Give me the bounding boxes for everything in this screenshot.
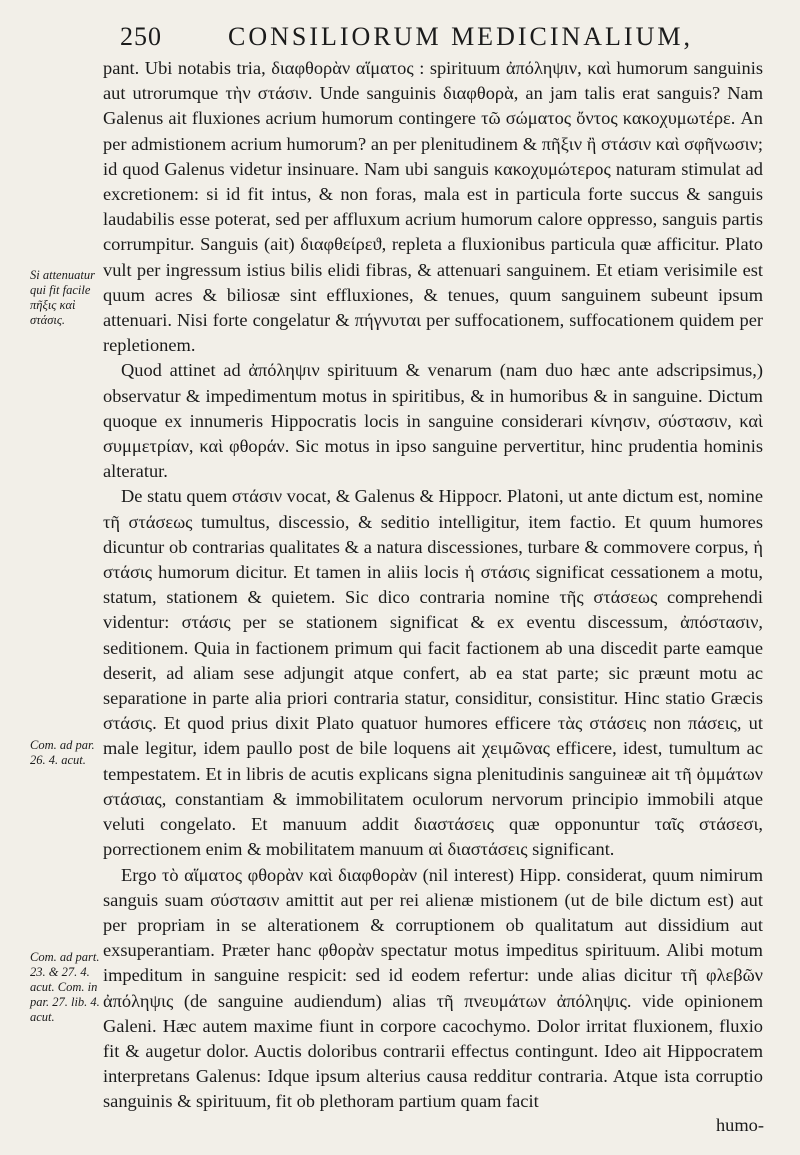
marginal-note: Com. ad part. 23. & 27. 4. acut. Com. in par. 27. lib. 4. acut. [30, 950, 100, 1024]
marginal-note: Si attenuatur qui fit facile πῆξις καὶ στάσις. [30, 268, 95, 327]
marginal-note: Com. ad par. 26. 4. acut. [30, 738, 95, 767]
paragraph: pant. Ubi notabis tria, διαφθορὰν αἵματος : spirituum ἀπόληψιν, καὶ humorum sanguinis aut utrorumque τὴν στάσιν. Unde sanguinis διαφθορὰ, an jam talis erat sanguis? Nam Galenus ait fluxiones acrium humorum contingere τῶ σώματος ὄντος κακοχυμωτέρε. An per admistionem acrium humorum? an per plenitudinem & πῆξιν ἢ στάσιν καὶ σφῆνωσιν; id quod Galenus videtur insinuare. Nam ubi sanguis κακοχυμώτερος naturam stimulat ad excretionem: si id fit intus, & non foras, mala est in particula forte succus & sanguis laudabilis esse poterat, sed per affluxum acrium humorum calore oppresso, sanguis partis corrumpitur. Sanguis (ait) διαφθείρεϑ, repleta a fluxionibus particula quæ afficitur. Plato vult per ingressum istius bilis elidi fibras, & attenuari sanguinem. Et etiam verisimile est quum acres & biliosæ sint effluxiones, & tenues, quum sanguinem subeunt ipsum attenuari. Nisi forte congelatur & πήγνυται per suffocationem, suffocationem quidem per repletionem. [103, 58, 763, 356]
catchword: humo- [715, 1115, 764, 1135]
body-text [103, 56, 763, 1115]
paragraph: Ergo τὸ αἵματος φθορὰν καὶ διαφθορὰν (nil interest) Hipp. considerat, quum nimirum sanguis suam σύστασιν amittit aut per rei alienæ mistionem (ut de bile dictum est) aut per propriam in se alterationem & corruptionem ob qualitatum aut dissidium aut exsuperantiam. Præter hanc φθορὰν spectatur motus impeditus spirituum. Alibi motum impeditum in sanguine respicit: sed id eodem refertur: unde alias dicitur τῆ φλεβῶν ἀπόληψις (de sanguine audiendum) alias τῆ πνευμάτων ἀπόληψις. vide opinionem Galeni. Hæc autem maxime fiunt in corpore cacochymo. Dolor irritat fluxionem, fluxio fit & augetur dolor. Auctis doloribus contrarii effectus contingunt. Ideo ait Hippocratem interpretans Galenus: Idque ipsum alterius causa redditur contraria. Atque ista corruptio sanguinis & spirituum, fit ob plethoram partium quam facit [103, 864, 763, 1112]
page-header [120, 22, 750, 56]
page-number: 250 [120, 22, 162, 51]
paragraph: Quod attinet ad ἀπόληψιν spirituum & venarum (nam duo hæc ante adscripsimus,) observatur & impedimentum motus in spiritibus, & in humoribus & in sanguine. Dictum quoque ex innumeris Hippocratis locis in sanguine considerari κίνησιν, σύστασιν, καὶ συμμετρίαν, καὶ φθοράν. Sic motus in ipso sanguine pervertitur, hinc prudentia hominis alteratur. [103, 360, 763, 482]
running-title: CONSILIORUM MEDICINALIUM, [228, 22, 693, 51]
paragraph: De statu quem στάσιν vocat, & Galenus & Hippocr. Platoni, ut ante dictum est, nomine τῆ στάσεως tumultus, discessio, & seditio intelligitur, item factio. Et quum humores dicuntur ob contrarias qualitates & a natura discessiones, turbare & commovere corpus, ἡ στάσις humorum dicitur. Et tamen in aliis locis ἡ στάσις significat cessationem a motu, statum, stationem & quietem. Sic dico contraria nomine τῆς στάσεως comprehendi videntur: στάσις per se stationem significat & ex eventu discessum, ἀπόστασιν, seditionem. Quia in factionem primum qui facit factionem ab una discedit parte eamque deserit, ad aliam sese adjungit atque confert, ab ea stat parte; sic præunt motu ac separatione in parte alia priori contraria statur, considitur, consistitur. Hinc statio Græcis στάσις. Et quod prius dixit Plato quatuor humores efficere τὰς στάσεις non πάσεις, ut male legitur, idem paullo post de bile loquens ait χειμῶνας efficere, idest, tumultum ac tempestatem. Et in libris de acutis explicans signa plenitudinis sanguineæ ait τῆ ὀμμάτων στάσιας, constantiam & immobilitatem oculorum nervorum principio immobili atque veluti congelato. Et manuum addit διαστάσεις quæ opponuntur ταῖς στάσεσι, porrectionem enim & mobilitatem manuum αἱ διαστάσεις significant. [103, 486, 763, 860]
